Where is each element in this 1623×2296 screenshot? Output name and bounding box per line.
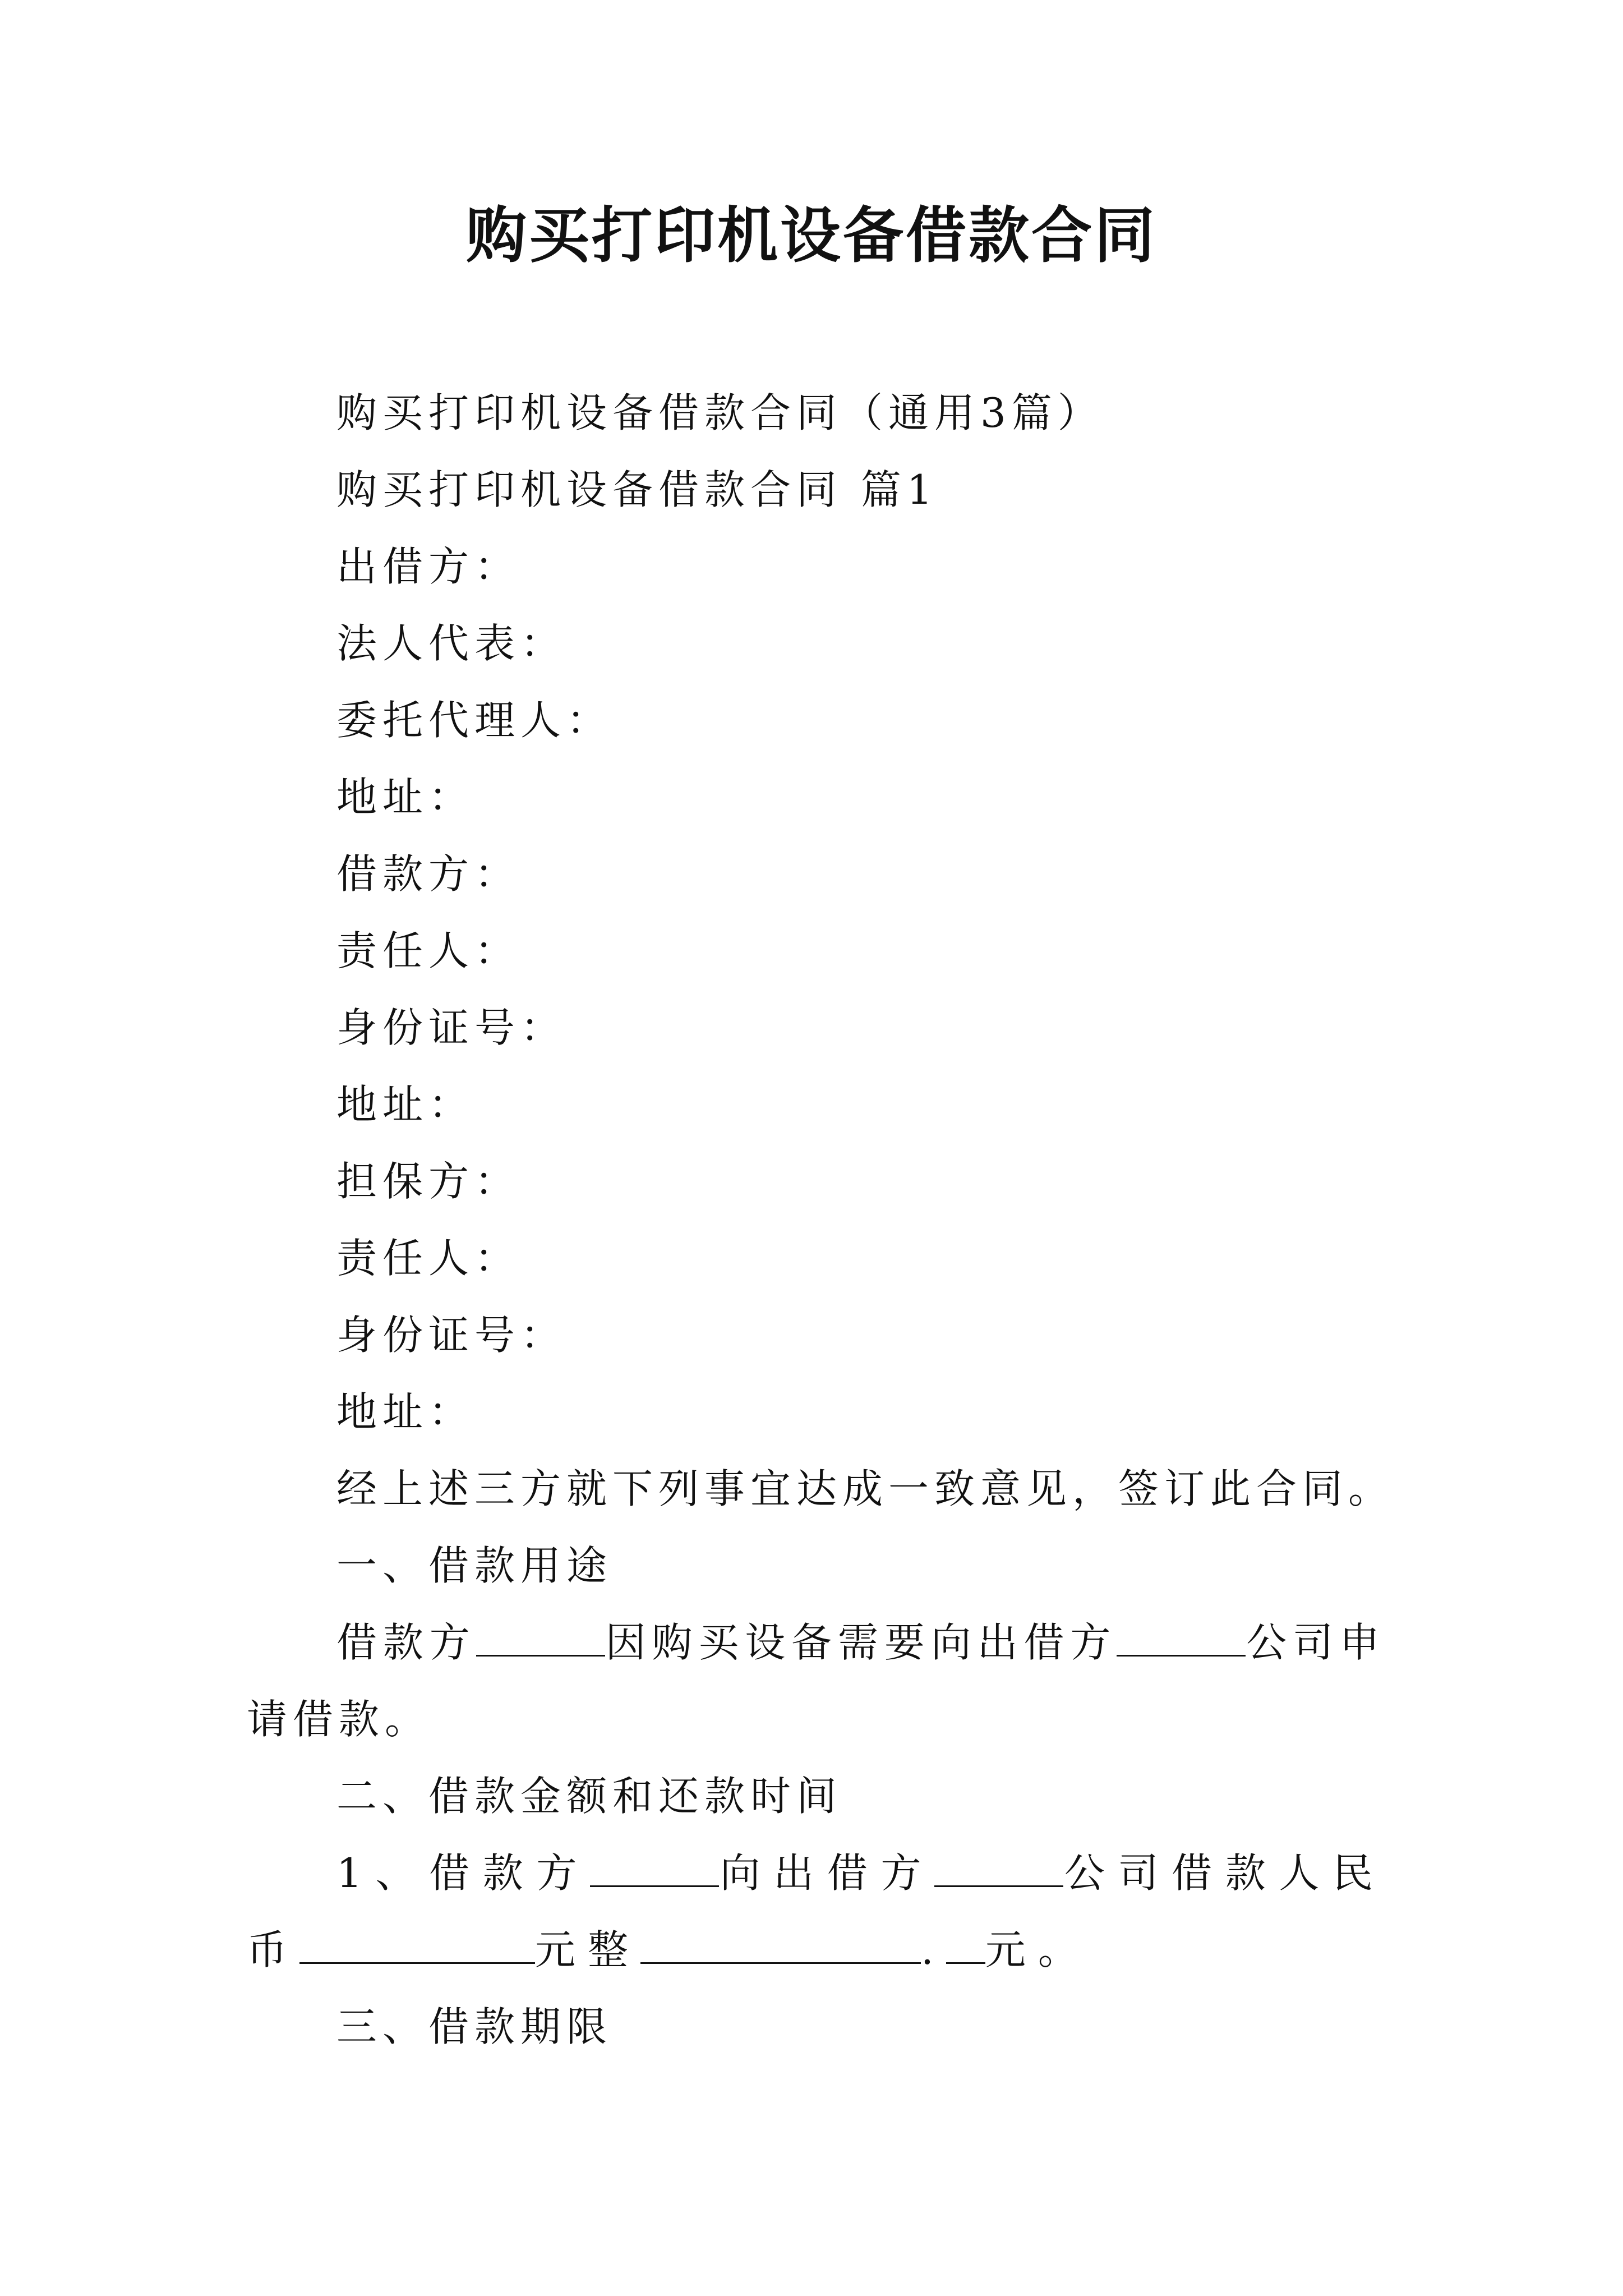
- field-lender: 出借方：: [336, 543, 521, 590]
- clause-2-text-f: 元。: [985, 1926, 1091, 1973]
- clause-2-text-a: 1、借款方: [336, 1849, 590, 1897]
- clause-2-text-e: .: [921, 1926, 946, 1973]
- clause-2-heading: 二、借款金额和还款时间: [336, 1773, 843, 1820]
- blank-borrower-name-2[interactable]: [590, 1885, 719, 1887]
- blank-amount-decimal[interactable]: [946, 1962, 985, 1964]
- field-borrower-id-number: 身份证号：: [336, 1004, 567, 1051]
- clause-1-text-b: 因购买设备需要向出借方: [605, 1619, 1117, 1666]
- field-legal-representative: 法人代表：: [336, 620, 567, 667]
- clause-2-text-d: 元整: [535, 1926, 641, 1973]
- field-authorized-agent: 委托代理人：: [336, 697, 613, 744]
- clause-3-heading: 三、借款期限: [336, 2003, 613, 2050]
- field-guarantor-address: 地址：: [336, 1388, 475, 1435]
- field-guarantor: 担保方：: [336, 1158, 521, 1205]
- blank-amount-number[interactable]: [640, 1962, 921, 1964]
- clause-2-text-c: 公司借款人民币: [247, 1849, 1385, 1973]
- clause-1-text-a: 借款方: [336, 1619, 476, 1666]
- blank-lender-company-2[interactable]: [934, 1885, 1063, 1887]
- field-guarantor-id-number: 身份证号：: [336, 1312, 567, 1359]
- document-body: [247, 375, 1395, 2065]
- document-title: 购买打印机设备借款合同: [465, 200, 1157, 271]
- blank-lender-company[interactable]: [1117, 1655, 1246, 1657]
- clause-2-text-b: 向出借方: [718, 1849, 935, 1897]
- field-guarantor-responsible-person: 责任人：: [336, 1235, 521, 1282]
- clause-1-text-c: 公司申请借款。: [247, 1619, 1385, 1743]
- blank-borrower-name[interactable]: [476, 1655, 605, 1657]
- field-borrower: 借款方：: [336, 850, 521, 898]
- blank-amount-words[interactable]: [299, 1962, 535, 1964]
- clause-2-paragraph: [247, 1835, 1385, 1989]
- subtitle: 购买打印机设备借款合同（通用3篇）: [336, 389, 1104, 436]
- intro-paragraph: 经上述三方就下列事宜达成一致意见，签订此合同。: [336, 1465, 1395, 1512]
- field-borrower-address: 地址：: [336, 1081, 475, 1128]
- clause-1-heading: 一、借款用途: [336, 1542, 613, 1589]
- field-borrower-responsible-person: 责任人：: [336, 927, 521, 974]
- section-heading: 购买打印机设备借款合同 篇1: [336, 466, 938, 513]
- field-lender-address: 地址：: [336, 774, 475, 821]
- clause-1-paragraph: [247, 1604, 1385, 1758]
